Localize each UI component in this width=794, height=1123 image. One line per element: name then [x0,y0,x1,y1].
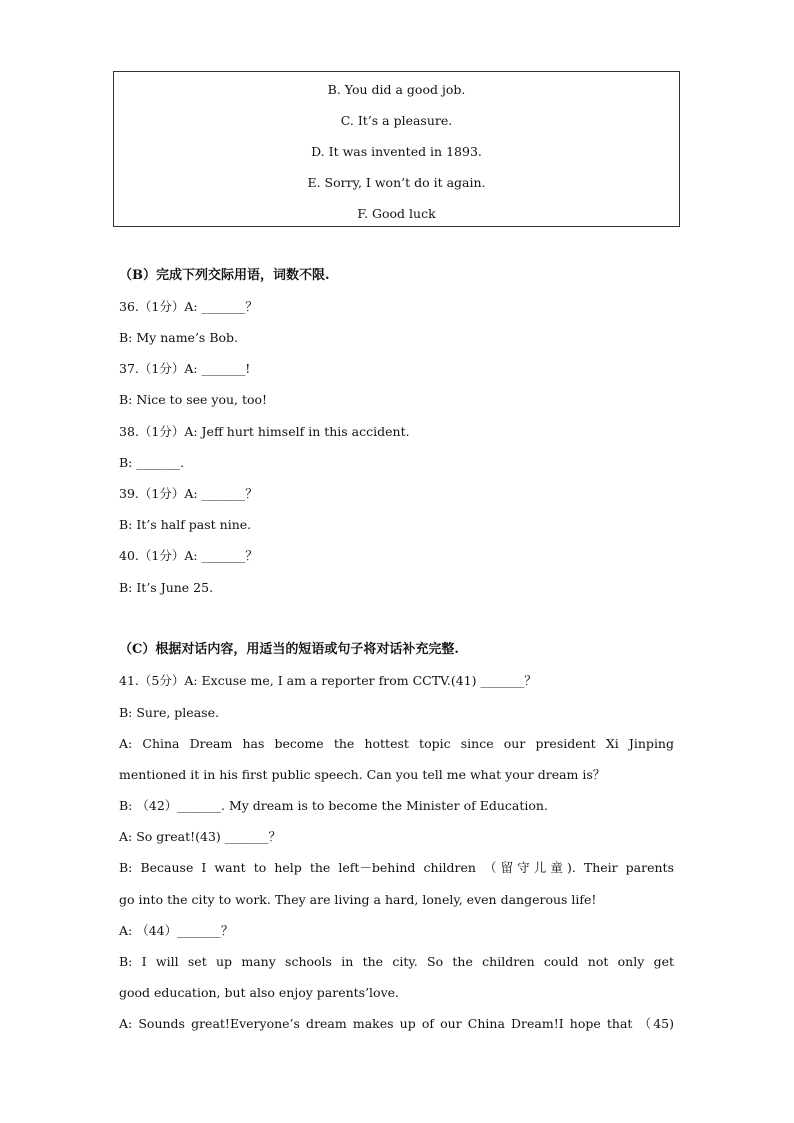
question-40-b: B: It’s June 25. [119,580,214,595]
question-39-b: B: It’s half past nine. [119,517,252,532]
option-d: D. It was invented in 1893. [311,144,482,159]
question-38-b: B: _______. [119,455,185,470]
question-37-a: 37.（1分）A: _______! [119,361,251,376]
question-39-a: 39.（1分）A: _______？ [119,486,258,501]
dialogue-line-5: B: （42）_______. My dream is to become the Minister of Education. [119,798,548,813]
dialogue-line-6: A: So great!(43) _______？ [119,829,282,844]
dialogue-line-4: mentioned it in his first public speech. Can you tell me what your dream is？ [119,767,606,782]
dialogue-line-10: B: I will set up many schools in the city. So the children could not only get [119,954,674,969]
question-36-a: 36.（1分）A: _______？ [119,299,258,314]
question-40-a: 40.（1分）A: _______？ [119,548,258,563]
question-37-b: B: Nice to see you, too! [119,392,268,407]
question-36-b: B: My name’s Bob. [119,330,239,345]
section-b-heading: （B）完成下列交际用语，词数不限. [119,268,330,283]
question-38-a: 38.（1分）A: Jeff hurt himself in this accident. [119,424,410,439]
dialogue-line-9: A: （44）_______？ [119,923,234,938]
dialogue-line-7: B: Because I want to help the left－behind children （留守儿童). Their parents [119,860,674,875]
option-b: B. You did a good job. [327,82,466,97]
dialogue-line-8: go into the city to work. They are living a hard, lonely, even dangerous life! [119,892,597,907]
options-box [113,71,680,227]
option-c: C. It’s a pleasure. [340,113,453,128]
dialogue-line-3: A: China Dream has become the hottest topic since our president Xi Jinping [119,736,674,751]
dialogue-line-1: 41.（5分）A: Excuse me, I am a reporter from CCTV.(41) _______？ [119,673,537,688]
dialogue-line-12: A: Sounds great!Everyone’s dream makes up of our China Dream!I hope that （45) [119,1016,674,1031]
option-e: E. Sorry, I won’t do it again. [307,175,486,190]
section-c-heading: （C）根据对话内容，用适当的短语或句子将对话补充完整. [119,642,459,657]
option-f: F. Good luck [357,206,436,221]
dialogue-line-11: good education, but also enjoy parents’love. [119,985,400,1000]
dialogue-line-2: B: Sure, please. [119,705,219,720]
